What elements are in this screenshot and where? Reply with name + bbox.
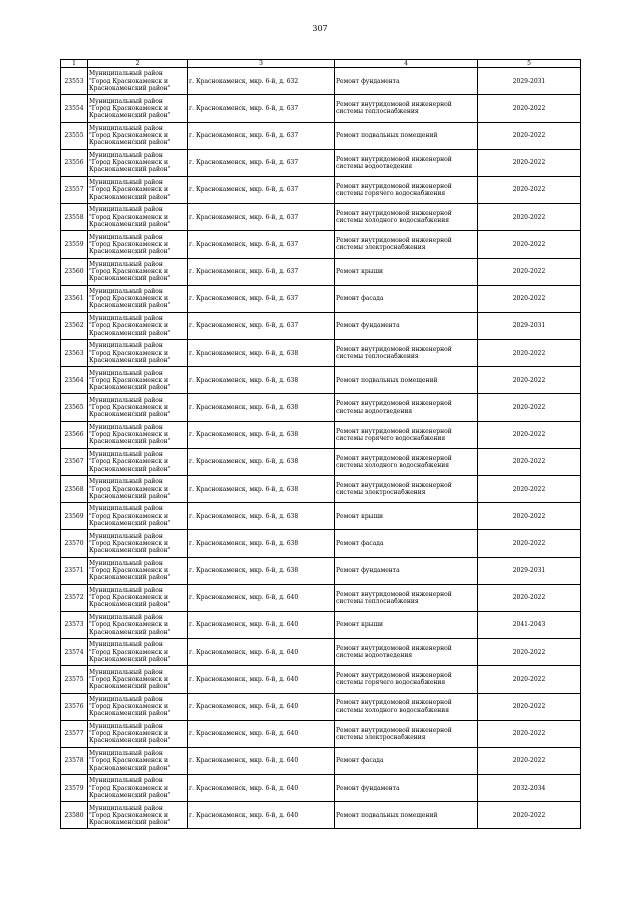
work-type-cell: Ремонт подвальных помещений [335,802,478,829]
municipality-cell: Муниципальный район "Город Краснокаменск и Краснокаменский район" [88,231,188,258]
period-cell: 2020-2022 [478,720,581,747]
address-cell: г. Краснокаменск, мкр. 6-й, д. 637 [188,285,335,312]
work-type-cell: Ремонт внутридомовой инженерной системы теплоснабжения [335,95,478,122]
row-number-cell: 23575 [61,666,88,693]
address-cell: г. Краснокаменск, мкр. 6-й, д. 640 [188,693,335,720]
work-type-cell: Ремонт внутридомовой инженерной системы водоотведения [335,394,478,421]
row-number-cell: 23565 [61,394,88,421]
municipality-cell: Муниципальный район "Город Краснокаменск и Краснокаменский район" [88,666,188,693]
table-header-row [61,60,581,68]
address-cell: г. Краснокаменск, мкр. 6-й, д. 640 [188,747,335,774]
column-header: 1 [61,60,88,68]
table-row [61,584,581,611]
table-row [61,258,581,285]
address-cell: г. Краснокаменск, мкр. 6-й, д. 637 [188,312,335,339]
row-number-cell: 23556 [61,149,88,176]
address-cell: г. Краснокаменск, мкр. 6-й, д. 638 [188,503,335,530]
table-row [61,476,581,503]
period-cell: 2020-2022 [478,340,581,367]
address-cell: г. Краснокаменск, мкр. 6-й, д. 640 [188,720,335,747]
address-cell: г. Краснокаменск, мкр. 6-й, д. 638 [188,557,335,584]
row-number-cell: 23553 [61,68,88,95]
municipality-cell: Муниципальный район "Город Краснокаменск и Краснокаменский район" [88,285,188,312]
table-row [61,802,581,829]
municipality-cell: Муниципальный район "Город Краснокаменск и Краснокаменский район" [88,68,188,95]
work-type-cell: Ремонт внутридомовой инженерной системы холодного водоснабжения [335,204,478,231]
table-row [61,367,581,394]
table-row [61,693,581,720]
municipality-cell: Муниципальный район "Город Краснокаменск и Краснокаменский район" [88,775,188,802]
municipality-cell: Муниципальный район "Город Краснокаменск и Краснокаменский район" [88,448,188,475]
municipality-cell: Муниципальный район "Город Краснокаменск и Краснокаменский район" [88,340,188,367]
address-cell: г. Краснокаменск, мкр. 6-й, д. 637 [188,258,335,285]
row-number-cell: 23572 [61,584,88,611]
period-cell: 2020-2022 [478,95,581,122]
period-cell: 2020-2022 [478,639,581,666]
work-type-cell: Ремонт внутридомовой инженерной системы горячего водоснабжения [335,176,478,203]
row-number-cell: 23568 [61,476,88,503]
row-number-cell: 23560 [61,258,88,285]
work-type-cell: Ремонт крыши [335,258,478,285]
period-cell: 2020-2022 [478,258,581,285]
work-type-cell: Ремонт внутридомовой инженерной системы электроснабжения [335,476,478,503]
table-row [61,530,581,557]
address-cell: г. Краснокаменск, мкр. 6-й, д. 638 [188,340,335,367]
table-row [61,421,581,448]
work-type-cell: Ремонт внутридомовой инженерной системы холодного водоснабжения [335,448,478,475]
row-number-cell: 23574 [61,639,88,666]
address-cell: г. Краснокаменск, мкр. 6-й, д. 637 [188,149,335,176]
period-cell: 2020-2022 [478,149,581,176]
municipality-cell: Муниципальный район "Город Краснокаменск и Краснокаменский район" [88,557,188,584]
period-cell: 2020-2022 [478,285,581,312]
address-cell: г. Краснокаменск, мкр. 6-й, д. 638 [188,476,335,503]
municipality-cell: Муниципальный район "Город Краснокаменск и Краснокаменский район" [88,503,188,530]
column-header: 3 [188,60,335,68]
work-type-cell: Ремонт фундамента [335,312,478,339]
address-cell: г. Краснокаменск, мкр. 6-й, д. 640 [188,611,335,638]
row-number-cell: 23562 [61,312,88,339]
municipality-cell: Муниципальный район "Город Краснокаменск и Краснокаменский район" [88,122,188,149]
municipality-cell: Муниципальный район "Город Краснокаменск и Краснокаменский район" [88,204,188,231]
table-row [61,503,581,530]
period-cell: 2020-2022 [478,802,581,829]
municipality-cell: Муниципальный район "Город Краснокаменск и Краснокаменский район" [88,584,188,611]
municipality-cell: Муниципальный район "Город Краснокаменск и Краснокаменский район" [88,639,188,666]
period-cell: 2020-2022 [478,503,581,530]
municipality-cell: Муниципальный район "Город Краснокаменск и Краснокаменский район" [88,693,188,720]
address-cell: г. Краснокаменск, мкр. 6-й, д. 638 [188,530,335,557]
row-number-cell: 23571 [61,557,88,584]
work-type-cell: Ремонт внутридомовой инженерной системы водоотведения [335,639,478,666]
table-row [61,204,581,231]
address-cell: г. Краснокаменск, мкр. 6-й, д. 638 [188,448,335,475]
period-cell: 2020-2022 [478,122,581,149]
row-number-cell: 23573 [61,611,88,638]
address-cell: г. Краснокаменск, мкр. 6-й, д. 637 [188,95,335,122]
page-number: 307 [312,24,328,33]
municipality-cell: Муниципальный район "Город Краснокаменск и Краснокаменский район" [88,95,188,122]
address-cell: г. Краснокаменск, мкр. 6-й, д. 638 [188,394,335,421]
work-type-cell: Ремонт фундамента [335,68,478,95]
address-cell: г. Краснокаменск, мкр. 6-й, д. 638 [188,421,335,448]
work-type-cell: Ремонт внутридомовой инженерной системы электроснабжения [335,720,478,747]
municipality-cell: Муниципальный район "Город Краснокаменск и Краснокаменский район" [88,258,188,285]
table-row [61,231,581,258]
table-row [61,448,581,475]
table-row [61,176,581,203]
period-cell: 2020-2022 [478,747,581,774]
address-cell: г. Краснокаменск, мкр. 6-й, д. 632 [188,68,335,95]
period-cell: 2029-2031 [478,312,581,339]
table-body [61,68,581,829]
period-cell: 2020-2022 [478,584,581,611]
municipality-cell: Муниципальный район "Город Краснокаменск и Краснокаменский район" [88,149,188,176]
row-number-cell: 23570 [61,530,88,557]
table-row [61,340,581,367]
municipality-cell: Муниципальный район "Город Краснокаменск и Краснокаменский район" [88,476,188,503]
period-cell: 2020-2022 [478,448,581,475]
work-type-cell: Ремонт внутридомовой инженерной системы горячего водоснабжения [335,421,478,448]
row-number-cell: 23559 [61,231,88,258]
address-cell: г. Краснокаменск, мкр. 6-й, д. 637 [188,204,335,231]
table-row [61,312,581,339]
row-number-cell: 23569 [61,503,88,530]
row-number-cell: 23576 [61,693,88,720]
table-row [61,285,581,312]
table-row [61,149,581,176]
address-cell: г. Краснокаменск, мкр. 6-й, д. 640 [188,666,335,693]
table-row [61,68,581,95]
capital-repair-table [60,59,581,829]
municipality-cell: Муниципальный район "Город Краснокаменск и Краснокаменский район" [88,530,188,557]
address-cell: г. Краснокаменск, мкр. 6-й, д. 640 [188,802,335,829]
municipality-cell: Муниципальный район "Город Краснокаменск и Краснокаменский район" [88,720,188,747]
row-number-cell: 23567 [61,448,88,475]
column-header: 5 [478,60,581,68]
period-cell: 2029-2031 [478,557,581,584]
work-type-cell: Ремонт подвальных помещений [335,122,478,149]
row-number-cell: 23577 [61,720,88,747]
period-cell: 2020-2022 [478,530,581,557]
period-cell: 2020-2022 [478,476,581,503]
municipality-cell: Муниципальный район "Город Краснокаменск и Краснокаменский район" [88,611,188,638]
row-number-cell: 23561 [61,285,88,312]
municipality-cell: Муниципальный район "Город Краснокаменск и Краснокаменский район" [88,394,188,421]
work-type-cell: Ремонт фасада [335,530,478,557]
work-type-cell: Ремонт внутридомовой инженерной системы горячего водоснабжения [335,666,478,693]
row-number-cell: 23579 [61,775,88,802]
work-type-cell: Ремонт внутридомовой инженерной системы электроснабжения [335,231,478,258]
work-type-cell: Ремонт фундамента [335,557,478,584]
municipality-cell: Муниципальный район "Город Краснокаменск и Краснокаменский район" [88,367,188,394]
municipality-cell: Муниципальный район "Город Краснокаменск и Краснокаменский район" [88,312,188,339]
work-type-cell: Ремонт внутридомовой инженерной системы холодного водоснабжения [335,693,478,720]
period-cell: 2020-2022 [478,367,581,394]
work-type-cell: Ремонт внутридомовой инженерной системы теплоснабжения [335,584,478,611]
work-type-cell: Ремонт подвальных помещений [335,367,478,394]
table-row [61,394,581,421]
table-row [61,95,581,122]
row-number-cell: 23558 [61,204,88,231]
address-cell: г. Краснокаменск, мкр. 6-й, д. 640 [188,639,335,666]
row-number-cell: 23563 [61,340,88,367]
work-type-cell: Ремонт внутридомовой инженерной системы теплоснабжения [335,340,478,367]
column-header: 4 [335,60,478,68]
period-cell: 2020-2022 [478,231,581,258]
period-cell: 2020-2022 [478,204,581,231]
municipality-cell: Муниципальный район "Город Краснокаменск и Краснокаменский район" [88,421,188,448]
period-cell: 2032-2034 [478,775,581,802]
address-cell: г. Краснокаменск, мкр. 6-й, д. 637 [188,122,335,149]
work-type-cell: Ремонт фасада [335,285,478,312]
table-row [61,611,581,638]
work-type-cell: Ремонт внутридомовой инженерной системы водоотведения [335,149,478,176]
column-header: 2 [88,60,188,68]
work-type-cell: Ремонт фасада [335,747,478,774]
row-number-cell: 23554 [61,95,88,122]
table-row [61,747,581,774]
period-cell: 2020-2022 [478,693,581,720]
row-number-cell: 23566 [61,421,88,448]
table-row [61,775,581,802]
period-cell: 2020-2022 [478,176,581,203]
municipality-cell: Муниципальный район "Город Краснокаменск и Краснокаменский район" [88,747,188,774]
table-row [61,122,581,149]
table-row [61,557,581,584]
address-cell: г. Краснокаменск, мкр. 6-й, д. 640 [188,775,335,802]
address-cell: г. Краснокаменск, мкр. 6-й, д. 637 [188,231,335,258]
address-cell: г. Краснокаменск, мкр. 6-й, д. 640 [188,584,335,611]
period-cell: 2020-2022 [478,666,581,693]
row-number-cell: 23578 [61,747,88,774]
table-row [61,666,581,693]
period-cell: 2020-2022 [478,394,581,421]
work-type-cell: Ремонт крыши [335,503,478,530]
work-type-cell: Ремонт фундамента [335,775,478,802]
period-cell: 2029-2031 [478,68,581,95]
period-cell: 2020-2022 [478,421,581,448]
row-number-cell: 23555 [61,122,88,149]
municipality-cell: Муниципальный район "Город Краснокаменск и Краснокаменский район" [88,176,188,203]
table-row [61,720,581,747]
table-row [61,639,581,666]
address-cell: г. Краснокаменск, мкр. 6-й, д. 637 [188,176,335,203]
row-number-cell: 23557 [61,176,88,203]
address-cell: г. Краснокаменск, мкр. 6-й, д. 638 [188,367,335,394]
work-type-cell: Ремонт крыши [335,611,478,638]
row-number-cell: 23580 [61,802,88,829]
municipality-cell: Муниципальный район "Город Краснокаменск и Краснокаменский район" [88,802,188,829]
period-cell: 2041-2043 [478,611,581,638]
row-number-cell: 23564 [61,367,88,394]
